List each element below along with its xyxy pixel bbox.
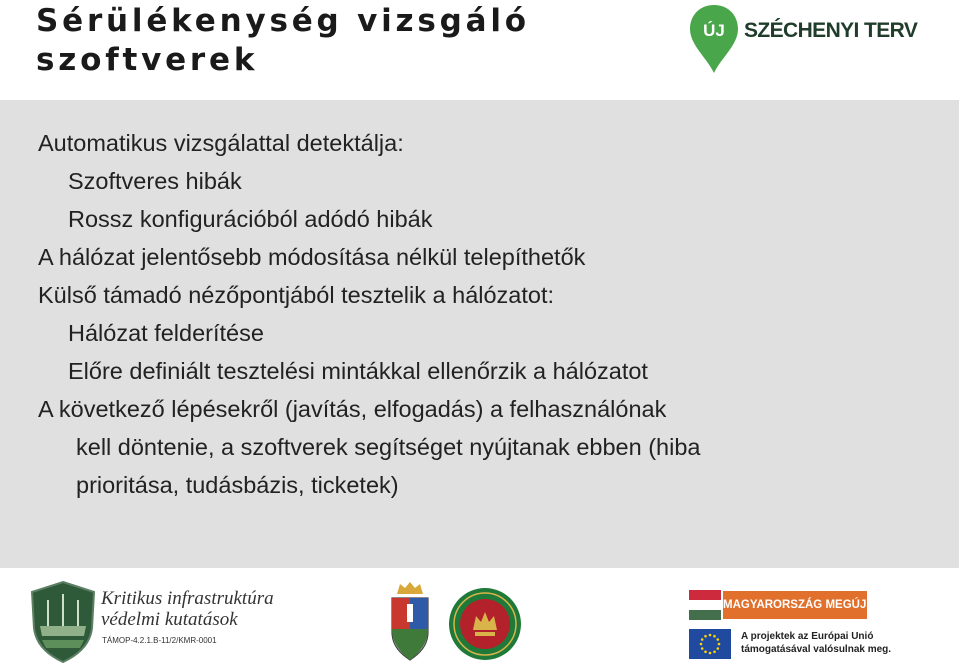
eu-star — [716, 638, 719, 641]
coat-of-arms-icon — [387, 582, 433, 662]
bullet-item: kell döntenie, a szoftverek segítséget nyújtanak ebben (hiba — [76, 434, 701, 460]
bullet-item: Automatikus vizsgálattal detektálja: — [38, 130, 404, 156]
bullet-item: Rossz konfigurációból adódó hibák — [68, 206, 433, 232]
seal-icon — [447, 586, 523, 662]
eu-star — [704, 635, 707, 638]
footer-logos — [0, 568, 959, 671]
kritikus-line-1: Kritikus infrastruktúra — [101, 588, 274, 609]
eu-support-text — [741, 631, 891, 656]
bullet-item: A következő lépésekről (javítás, elfogadás) a felhasználónak — [38, 396, 667, 422]
eu-text-line-2: támogatásával valósulnak meg. — [741, 643, 892, 655]
magyarorszag-megujul-badge: MAGYARORSZÁG MEGÚJUL — [723, 591, 867, 619]
eu-star — [709, 634, 712, 637]
bullet-list — [38, 124, 938, 504]
eu-star — [700, 643, 703, 646]
pin-label: ÚJ — [703, 21, 725, 40]
bullet-item: Szoftveres hibák — [68, 168, 242, 194]
location-pin-icon — [687, 3, 741, 75]
eu-text-line-1: A projektek az Európai Unió — [741, 631, 874, 642]
eu-star — [704, 650, 707, 653]
slide-title-line-2: szoftverek — [36, 42, 259, 78]
bullet-item: prioritása, tudásbázis, ticketek) — [76, 472, 399, 498]
kritikus-line-2: védelmi kutatások — [101, 609, 238, 630]
eu-star — [701, 638, 704, 641]
slide-title — [36, 2, 530, 80]
bullet-item: Előre definiált tesztelési mintákkal ellenőrzik a hálózatot — [68, 358, 648, 384]
kritikus-project-code: TÁMOP-4.2.1.B-11/2/KMR-0001 — [102, 636, 217, 645]
bullet-item: A hálózat jelentősebb módosítása nélkül telepíthetők — [38, 244, 586, 270]
eu-star — [713, 635, 716, 638]
eu-star — [713, 650, 716, 653]
eu-star — [716, 647, 719, 650]
szechenyi-terv-logo — [687, 3, 917, 75]
kritikus-shield-icon — [30, 580, 96, 664]
hungarian-flag-icon — [689, 590, 721, 620]
slide-title-line-1: Sérülékenység vizsgáló — [36, 3, 530, 39]
eu-flag-icon — [689, 629, 731, 659]
eu-star — [709, 652, 712, 655]
bullet-item: Külső támadó nézőpontjából tesztelik a hálózatot: — [38, 282, 555, 308]
kritikus-title — [101, 588, 274, 630]
eu-star — [701, 647, 704, 650]
bullet-item: Hálózat felderítése — [68, 320, 264, 346]
slide-header — [0, 0, 959, 100]
eu-star — [718, 643, 721, 646]
brand-name: SZÉCHENYI TERV — [744, 19, 918, 42]
slide-body — [0, 100, 959, 568]
